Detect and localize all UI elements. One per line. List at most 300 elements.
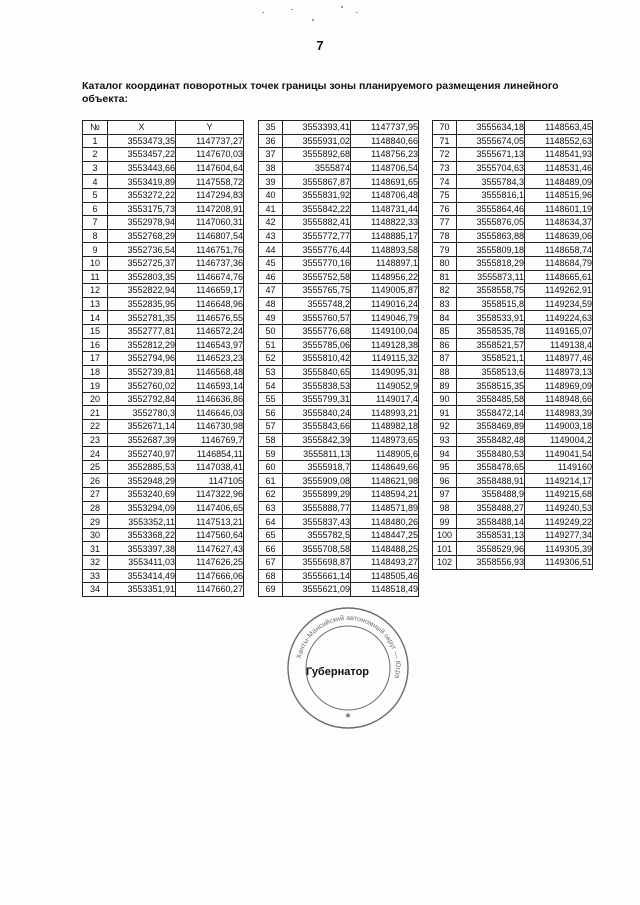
y-coordinate: 1147060,31 [176, 216, 244, 230]
table-row [83, 270, 244, 284]
point-number: 37 [259, 148, 283, 162]
table-row [83, 256, 244, 270]
point-number: 72 [433, 148, 457, 162]
x-coordinate: 3555785,06 [283, 338, 351, 352]
table-row [259, 460, 419, 474]
y-coordinate: 1147294,83 [176, 188, 244, 202]
point-number: 40 [259, 188, 283, 202]
x-coordinate: 3555799,31 [283, 392, 351, 406]
table-row [83, 392, 244, 406]
y-coordinate: 1148601,19 [525, 202, 593, 216]
y-coordinate: 1148993,21 [351, 406, 419, 420]
table-row [433, 488, 593, 502]
x-coordinate: 3552885,53 [108, 460, 176, 474]
table-row [83, 406, 244, 420]
point-number: 41 [259, 202, 283, 216]
y-coordinate: 1148973,13 [525, 365, 593, 379]
y-coordinate: 1148515,96 [525, 188, 593, 202]
y-coordinate: 1147627,43 [176, 542, 244, 556]
y-coordinate: 1147208,91 [176, 202, 244, 216]
x-coordinate: 3558488,9 [457, 488, 525, 502]
table-row [433, 420, 593, 434]
x-coordinate: 3555863,88 [457, 229, 525, 243]
table-row [259, 284, 419, 298]
header-number: № [83, 121, 108, 135]
y-coordinate: 1148691,65 [351, 175, 419, 189]
table-row [259, 352, 419, 366]
x-coordinate: 3558521,1 [457, 352, 525, 366]
point-number: 23 [83, 433, 108, 447]
x-coordinate: 3553240,69 [108, 488, 176, 502]
x-coordinate: 3552725,37 [108, 256, 176, 270]
point-number: 43 [259, 229, 283, 243]
y-coordinate: 1149262,91 [525, 284, 593, 298]
point-number: 67 [259, 556, 283, 570]
point-number: 55 [259, 392, 283, 406]
x-coordinate: 3552740,97 [108, 447, 176, 461]
table-row [433, 148, 593, 162]
x-coordinate: 3555674,05 [457, 134, 525, 148]
x-coordinate: 3553457,22 [108, 148, 176, 162]
point-number: 95 [433, 460, 457, 474]
table-row [433, 297, 593, 311]
x-coordinate: 3553294,09 [108, 501, 176, 515]
y-coordinate: 1148563,45 [525, 121, 593, 135]
table-row [433, 202, 593, 216]
y-coordinate: 1149003,18 [525, 420, 593, 434]
x-coordinate: 3552812,29 [108, 338, 176, 352]
x-coordinate: 3552780,3 [108, 406, 176, 420]
point-number: 49 [259, 311, 283, 325]
table-row [433, 406, 593, 420]
x-coordinate: 3555867,87 [283, 175, 351, 189]
table-row [259, 297, 419, 311]
svg-text:★: ★ [344, 711, 352, 720]
point-number: 42 [259, 216, 283, 230]
point-number: 83 [433, 297, 457, 311]
y-coordinate: 1149306,51 [525, 556, 593, 570]
y-coordinate: 1148977,46 [525, 352, 593, 366]
point-number: 73 [433, 161, 457, 175]
y-coordinate: 1149165,07 [525, 324, 593, 338]
x-coordinate: 3555874 [283, 161, 351, 175]
y-coordinate: 1149046,79 [351, 311, 419, 325]
point-number: 46 [259, 270, 283, 284]
y-coordinate: 1146751,76 [176, 243, 244, 257]
table-row [83, 188, 244, 202]
y-coordinate: 1148505,46 [351, 569, 419, 583]
x-coordinate: 3552803,35 [108, 270, 176, 284]
table-row [433, 216, 593, 230]
table-row [259, 202, 419, 216]
table-row [259, 569, 419, 583]
x-coordinate: 3552760,02 [108, 379, 176, 393]
x-coordinate: 3555765,75 [283, 284, 351, 298]
x-coordinate: 3558529,96 [457, 542, 525, 556]
x-coordinate: 3552736,54 [108, 243, 176, 257]
y-coordinate: 1148706,54 [351, 161, 419, 175]
y-coordinate: 1149215,68 [525, 488, 593, 502]
point-number: 32 [83, 556, 108, 570]
point-number: 39 [259, 175, 283, 189]
x-coordinate: 3555842,39 [283, 433, 351, 447]
table-row [83, 515, 244, 529]
point-number: 31 [83, 542, 108, 556]
y-coordinate: 1148447,25 [351, 528, 419, 542]
point-number: 8 [83, 229, 108, 243]
table-row [259, 583, 419, 597]
table-row [83, 229, 244, 243]
y-coordinate: 1149052,9 [351, 379, 419, 393]
y-coordinate: 1149138,4 [525, 338, 593, 352]
x-coordinate: 3558558,75 [457, 284, 525, 298]
point-number: 33 [83, 569, 108, 583]
point-number: 102 [433, 556, 457, 570]
table-row [433, 365, 593, 379]
point-number: 48 [259, 297, 283, 311]
y-coordinate: 1147660,27 [176, 583, 244, 597]
point-number: 9 [83, 243, 108, 257]
x-coordinate: 3558482,48 [457, 433, 525, 447]
y-coordinate: 1148706,48 [351, 188, 419, 202]
x-coordinate: 3553352,11 [108, 515, 176, 529]
y-coordinate: 1146576,55 [176, 311, 244, 325]
y-coordinate: 1149016,24 [351, 297, 419, 311]
table-row [433, 542, 593, 556]
point-number: 35 [259, 121, 283, 135]
y-coordinate: 1149005,87 [351, 284, 419, 298]
point-number: 51 [259, 338, 283, 352]
point-number: 54 [259, 379, 283, 393]
table-row [83, 528, 244, 542]
point-number: 19 [83, 379, 108, 393]
point-number: 34 [83, 583, 108, 597]
point-number: 100 [433, 528, 457, 542]
x-coordinate: 3555772,77 [283, 229, 351, 243]
x-coordinate: 3553419,89 [108, 175, 176, 189]
x-coordinate: 3555843,66 [283, 420, 351, 434]
table-row [259, 161, 419, 175]
y-coordinate: 1148518,49 [351, 583, 419, 597]
y-coordinate: 1149234,59 [525, 297, 593, 311]
x-coordinate: 3555809,18 [457, 243, 525, 257]
y-coordinate: 1149095,31 [351, 365, 419, 379]
x-coordinate: 3555882,41 [283, 216, 351, 230]
x-coordinate: 3552781,35 [108, 311, 176, 325]
table-row [259, 270, 419, 284]
x-coordinate: 3553473,35 [108, 134, 176, 148]
y-coordinate: 1148948,66 [525, 392, 593, 406]
y-coordinate: 1148488,25 [351, 542, 419, 556]
y-coordinate: 1146523,23 [176, 352, 244, 366]
y-coordinate: 1146737,36 [176, 256, 244, 270]
point-number: 81 [433, 270, 457, 284]
table-row [433, 460, 593, 474]
table-row [83, 556, 244, 570]
table-row [83, 447, 244, 461]
x-coordinate: 3555811,13 [283, 447, 351, 461]
table-row [83, 338, 244, 352]
y-coordinate: 1146568,48 [176, 365, 244, 379]
y-coordinate: 1147737,95 [351, 121, 419, 135]
y-coordinate: 1149004,2 [525, 433, 593, 447]
x-coordinate: 3555770,16 [283, 256, 351, 270]
table-row [83, 202, 244, 216]
table-row [259, 188, 419, 202]
x-coordinate: 3555892,68 [283, 148, 351, 162]
y-coordinate: 1147406,65 [176, 501, 244, 515]
x-coordinate: 3555818,29 [457, 256, 525, 270]
table-row [259, 175, 419, 189]
svg-text:Ханты-Мансийский автономный ок: Ханты-Мансийский автономный округ — Югра [295, 614, 402, 679]
coordinates-table-2 [258, 120, 419, 597]
point-number: 21 [83, 406, 108, 420]
y-coordinate: 1146543,97 [176, 338, 244, 352]
point-number: 16 [83, 338, 108, 352]
x-coordinate: 3555864,46 [457, 202, 525, 216]
y-coordinate: 1146646,03 [176, 406, 244, 420]
table-row [83, 379, 244, 393]
point-number: 98 [433, 501, 457, 515]
x-coordinate: 3553272,22 [108, 188, 176, 202]
y-coordinate: 1148684,79 [525, 256, 593, 270]
x-coordinate: 3555873,11 [457, 270, 525, 284]
table-row [259, 229, 419, 243]
table-row [259, 474, 419, 488]
point-number: 74 [433, 175, 457, 189]
x-coordinate: 3558533,91 [457, 311, 525, 325]
x-coordinate: 3552978,94 [108, 216, 176, 230]
point-number: 18 [83, 365, 108, 379]
table-row [433, 447, 593, 461]
table-row [83, 324, 244, 338]
point-number: 64 [259, 515, 283, 529]
coordinates-table-1 [82, 120, 244, 597]
x-coordinate: 3558478,65 [457, 460, 525, 474]
point-number: 52 [259, 352, 283, 366]
point-number: 56 [259, 406, 283, 420]
y-coordinate: 1149214,17 [525, 474, 593, 488]
y-coordinate: 1149240,53 [525, 501, 593, 515]
catalog-caption: Каталог координат поворотных точек границы зоны планируемого размещения линейного объекта: [82, 80, 559, 105]
x-coordinate: 3552768,29 [108, 229, 176, 243]
point-number: 29 [83, 515, 108, 529]
coordinates-table-3 [432, 120, 593, 570]
x-coordinate: 3553443,66 [108, 161, 176, 175]
x-coordinate: 3558535,78 [457, 324, 525, 338]
x-coordinate: 3553397,38 [108, 542, 176, 556]
x-coordinate: 3552777,81 [108, 324, 176, 338]
x-coordinate: 3555888,77 [283, 501, 351, 515]
x-coordinate: 3555748,2 [283, 297, 351, 311]
table-row [433, 161, 593, 175]
x-coordinate: 3552792,84 [108, 392, 176, 406]
point-number: 22 [83, 420, 108, 434]
x-coordinate: 3552948,29 [108, 474, 176, 488]
y-coordinate: 1146807,54 [176, 229, 244, 243]
table-row [259, 379, 419, 393]
y-coordinate: 1148493,27 [351, 556, 419, 570]
y-coordinate: 1149249,22 [525, 515, 593, 529]
x-coordinate: 3558469,89 [457, 420, 525, 434]
table-row [83, 420, 244, 434]
x-coordinate: 3555840,24 [283, 406, 351, 420]
point-number: 90 [433, 392, 457, 406]
point-number: 47 [259, 284, 283, 298]
table-row [83, 311, 244, 325]
table-row [433, 501, 593, 515]
point-number: 65 [259, 528, 283, 542]
x-coordinate: 3555837,43 [283, 515, 351, 529]
x-coordinate: 3555634,18 [457, 121, 525, 135]
point-number: 14 [83, 311, 108, 325]
point-number: 61 [259, 474, 283, 488]
table-row [433, 256, 593, 270]
x-coordinate: 3555876,05 [457, 216, 525, 230]
y-coordinate: 1147558,72 [176, 175, 244, 189]
table-row [259, 311, 419, 325]
y-coordinate: 1148634,37 [525, 216, 593, 230]
point-number: 10 [83, 256, 108, 270]
y-coordinate: 1147038,41 [176, 460, 244, 474]
point-number: 50 [259, 324, 283, 338]
table-row [83, 474, 244, 488]
point-number: 45 [259, 256, 283, 270]
y-coordinate: 1148571,89 [351, 501, 419, 515]
y-coordinate: 1148489,09 [525, 175, 593, 189]
x-coordinate: 3555752,58 [283, 270, 351, 284]
x-coordinate: 3555776,44 [283, 243, 351, 257]
x-coordinate: 3555760,57 [283, 311, 351, 325]
y-coordinate: 1149041,54 [525, 447, 593, 461]
point-number: 96 [433, 474, 457, 488]
x-coordinate: 3558556,93 [457, 556, 525, 570]
x-coordinate: 3558515,8 [457, 297, 525, 311]
point-number: 60 [259, 460, 283, 474]
y-coordinate: 1149128,38 [351, 338, 419, 352]
table-row [259, 420, 419, 434]
table-row [83, 216, 244, 230]
y-coordinate: 1146572,24 [176, 324, 244, 338]
point-number: 101 [433, 542, 457, 556]
y-coordinate: 1148552,63 [525, 134, 593, 148]
table-row [83, 488, 244, 502]
point-number: 12 [83, 284, 108, 298]
y-coordinate: 1148983,39 [525, 406, 593, 420]
point-number: 11 [83, 270, 108, 284]
point-number: 76 [433, 202, 457, 216]
x-coordinate: 3553368,22 [108, 528, 176, 542]
table-row [259, 488, 419, 502]
y-coordinate: 1148594,21 [351, 488, 419, 502]
y-coordinate: 1147604,64 [176, 161, 244, 175]
x-coordinate: 3553411,03 [108, 556, 176, 570]
point-number: 53 [259, 365, 283, 379]
table-row [259, 542, 419, 556]
table-row [433, 188, 593, 202]
y-coordinate: 1148639,06 [525, 229, 593, 243]
table-row [259, 338, 419, 352]
point-number: 62 [259, 488, 283, 502]
x-coordinate: 3553393,41 [283, 121, 351, 135]
x-coordinate: 3555918,7 [283, 460, 351, 474]
table-row [433, 229, 593, 243]
table-row [259, 406, 419, 420]
y-coordinate: 1148822,33 [351, 216, 419, 230]
table-row [433, 134, 593, 148]
x-coordinate: 3555661,14 [283, 569, 351, 583]
point-number: 3 [83, 161, 108, 175]
x-coordinate: 3558485,58 [457, 392, 525, 406]
point-number: 15 [83, 324, 108, 338]
point-number: 89 [433, 379, 457, 393]
x-coordinate: 3555842,22 [283, 202, 351, 216]
point-number: 66 [259, 542, 283, 556]
header-x: X [108, 121, 176, 135]
x-coordinate: 3555831,92 [283, 188, 351, 202]
table-row [83, 460, 244, 474]
table-row [259, 243, 419, 257]
point-number: 27 [83, 488, 108, 502]
x-coordinate: 3552794,96 [108, 352, 176, 366]
table-row [433, 556, 593, 570]
y-coordinate: 1146659,17 [176, 284, 244, 298]
point-number: 36 [259, 134, 283, 148]
table-row [259, 134, 419, 148]
table-row [259, 556, 419, 570]
y-coordinate: 1148756,23 [351, 148, 419, 162]
table-row [83, 583, 244, 597]
point-number: 38 [259, 161, 283, 175]
point-number: 69 [259, 583, 283, 597]
point-number: 44 [259, 243, 283, 257]
point-number: 5 [83, 188, 108, 202]
point-number: 93 [433, 433, 457, 447]
point-number: 4 [83, 175, 108, 189]
x-coordinate: 3558488,14 [457, 515, 525, 529]
table-row [433, 352, 593, 366]
x-coordinate: 3558515,35 [457, 379, 525, 393]
y-coordinate: 1146593,14 [176, 379, 244, 393]
x-coordinate: 3553175,73 [108, 202, 176, 216]
y-coordinate: 1148731,44 [351, 202, 419, 216]
point-number: 78 [433, 229, 457, 243]
y-coordinate: 1146730,98 [176, 420, 244, 434]
x-coordinate: 3555931,02 [283, 134, 351, 148]
point-number: 30 [83, 528, 108, 542]
point-number: 99 [433, 515, 457, 529]
table-row [83, 148, 244, 162]
point-number: 71 [433, 134, 457, 148]
y-coordinate: 1147560,64 [176, 528, 244, 542]
table-row [83, 352, 244, 366]
table-row [259, 216, 419, 230]
table-row [259, 148, 419, 162]
y-coordinate: 1147666,06 [176, 569, 244, 583]
table-row [83, 365, 244, 379]
header-y: Y [176, 121, 244, 135]
table-row [433, 515, 593, 529]
table-row [259, 501, 419, 515]
seal-title: Губернатор [306, 666, 370, 678]
table-row [433, 311, 593, 325]
table-row [83, 134, 244, 148]
x-coordinate: 3552739,81 [108, 365, 176, 379]
y-coordinate: 1148956,22 [351, 270, 419, 284]
y-coordinate: 1149305,39 [525, 542, 593, 556]
point-number: 75 [433, 188, 457, 202]
point-number: 91 [433, 406, 457, 420]
